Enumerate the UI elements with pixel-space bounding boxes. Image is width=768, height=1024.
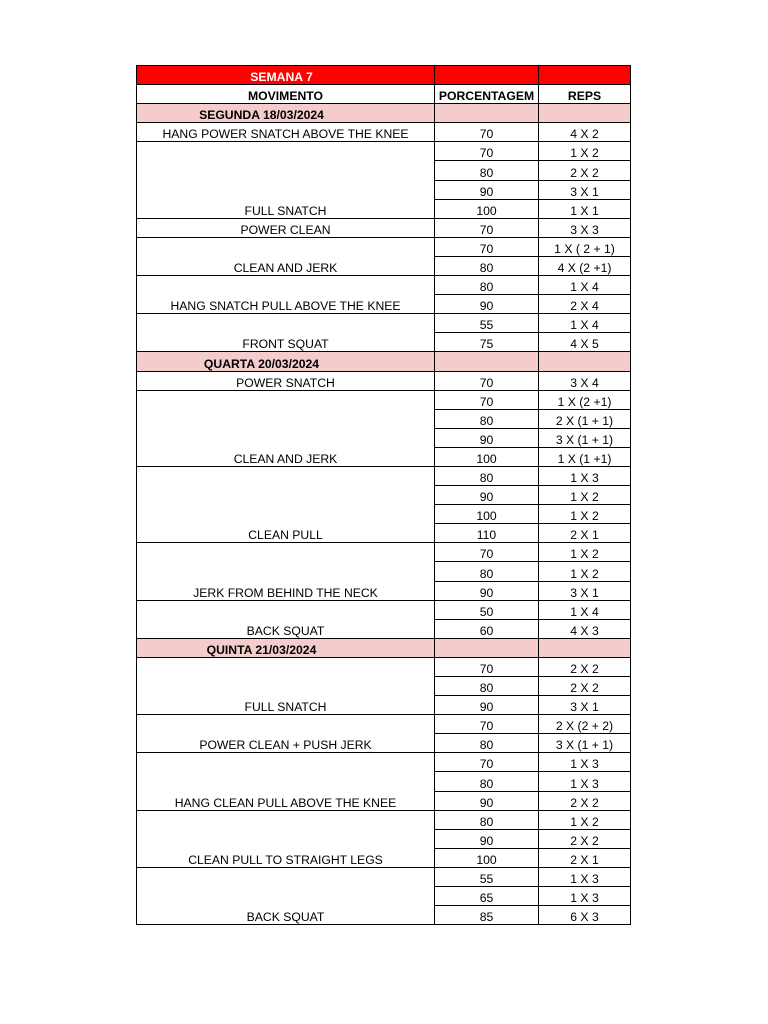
percentage-cell[interactable]: 90 — [435, 180, 539, 199]
reps-cell[interactable]: 2 X (2 + 2) — [539, 715, 631, 734]
reps-cell[interactable]: 1 X 3 — [539, 772, 631, 791]
reps-cell[interactable]: 1 X 3 — [539, 867, 631, 886]
reps-cell[interactable]: 2 X 2 — [539, 791, 631, 810]
reps-cell[interactable]: 2 X 2 — [539, 657, 631, 676]
set-row — [137, 276, 631, 295]
percentage-cell[interactable]: 100 — [435, 848, 539, 867]
percentage-cell[interactable]: 100 — [435, 199, 539, 218]
reps-cell[interactable]: 2 X 4 — [539, 295, 631, 314]
week-title[interactable]: SEMANA 7 — [137, 66, 435, 85]
percentage-cell[interactable]: 60 — [435, 619, 539, 638]
reps-cell[interactable]: 1 X 3 — [539, 466, 631, 485]
percentage-cell[interactable]: 100 — [435, 505, 539, 524]
day-blank-percentage[interactable] — [435, 638, 539, 657]
reps-cell[interactable]: 1 X 2 — [539, 562, 631, 581]
percentage-header[interactable]: PORCENTAGEM — [435, 85, 539, 104]
reps-cell[interactable]: 2 X 2 — [539, 161, 631, 180]
week-title-blank-reps[interactable] — [539, 66, 631, 85]
day-blank-reps[interactable] — [539, 104, 631, 123]
day-blank-reps[interactable] — [539, 638, 631, 657]
training-table-body — [137, 66, 631, 925]
exercise-name[interactable]: POWER SNATCH — [137, 371, 435, 390]
percentage-cell[interactable]: 70 — [435, 237, 539, 256]
day-row — [137, 638, 631, 657]
reps-cell[interactable]: 3 X 1 — [539, 180, 631, 199]
set-row — [137, 123, 631, 142]
set-row — [137, 237, 631, 256]
movement-header[interactable]: MOVIMENTO — [137, 85, 435, 104]
reps-cell[interactable]: 4 X 5 — [539, 333, 631, 352]
exercise-name[interactable]: POWER CLEAN — [137, 218, 435, 237]
set-row — [137, 810, 631, 829]
exercise-name[interactable]: BACK SQUAT — [137, 867, 435, 924]
reps-cell[interactable]: 4 X (2 +1) — [539, 256, 631, 275]
reps-header[interactable]: REPS — [539, 85, 631, 104]
reps-cell[interactable]: 1 X 1 — [539, 199, 631, 218]
reps-cell[interactable]: 3 X 4 — [539, 371, 631, 390]
percentage-cell[interactable]: 90 — [435, 581, 539, 600]
percentage-cell[interactable]: 90 — [435, 486, 539, 505]
set-row — [137, 218, 631, 237]
percentage-cell[interactable]: 70 — [435, 390, 539, 409]
exercise-name[interactable]: CLEAN PULL — [137, 466, 435, 542]
exercise-name[interactable]: POWER CLEAN + PUSH JERK — [137, 715, 435, 753]
reps-cell[interactable]: 4 X 2 — [539, 123, 631, 142]
day-blank-percentage[interactable] — [435, 352, 539, 371]
percentage-cell[interactable]: 70 — [435, 657, 539, 676]
percentage-cell[interactable]: 70 — [435, 715, 539, 734]
reps-cell[interactable]: 1 X 4 — [539, 314, 631, 333]
set-row — [137, 314, 631, 333]
exercise-name[interactable]: CLEAN PULL TO STRAIGHT LEGS — [137, 810, 435, 867]
reps-cell[interactable]: 2 X 1 — [539, 848, 631, 867]
percentage-cell[interactable]: 75 — [435, 333, 539, 352]
percentage-cell[interactable]: 70 — [435, 123, 539, 142]
percentage-cell[interactable]: 90 — [435, 696, 539, 715]
percentage-cell[interactable]: 100 — [435, 447, 539, 466]
reps-cell[interactable]: 1 X 2 — [539, 505, 631, 524]
day-label[interactable]: SEGUNDA 18/03/2024 — [137, 104, 435, 123]
day-label[interactable]: QUARTA 20/03/2024 — [137, 352, 435, 371]
percentage-cell[interactable]: 80 — [435, 466, 539, 485]
exercise-name[interactable]: CLEAN AND JERK — [137, 237, 435, 275]
percentage-cell[interactable]: 70 — [435, 142, 539, 161]
reps-cell[interactable]: 4 X 3 — [539, 619, 631, 638]
set-row — [137, 867, 631, 886]
percentage-cell[interactable]: 110 — [435, 524, 539, 543]
exercise-name[interactable]: FULL SNATCH — [137, 657, 435, 714]
percentage-cell[interactable]: 80 — [435, 772, 539, 791]
reps-cell[interactable]: 6 X 3 — [539, 906, 631, 925]
day-row — [137, 352, 631, 371]
set-row — [137, 142, 631, 161]
reps-cell[interactable]: 1 X 4 — [539, 276, 631, 295]
set-row — [137, 600, 631, 619]
percentage-cell[interactable]: 80 — [435, 734, 539, 753]
reps-cell[interactable]: 2 X 2 — [539, 829, 631, 848]
day-blank-percentage[interactable] — [435, 104, 539, 123]
reps-cell[interactable]: 1 X 4 — [539, 600, 631, 619]
set-row — [137, 657, 631, 676]
exercise-name[interactable]: FULL SNATCH — [137, 142, 435, 218]
percentage-cell[interactable]: 70 — [435, 371, 539, 390]
reps-cell[interactable]: 3 X 3 — [539, 218, 631, 237]
percentage-cell[interactable]: 80 — [435, 409, 539, 428]
percentage-cell[interactable]: 90 — [435, 295, 539, 314]
reps-cell[interactable]: 3 X 1 — [539, 581, 631, 600]
reps-cell[interactable]: 1 X (2 +1) — [539, 390, 631, 409]
column-header-row — [137, 85, 631, 104]
reps-cell[interactable]: 1 X 2 — [539, 543, 631, 562]
percentage-cell[interactable]: 80 — [435, 562, 539, 581]
training-table — [136, 65, 631, 925]
exercise-name[interactable]: JERK FROM BEHIND THE NECK — [137, 543, 435, 600]
percentage-cell[interactable]: 80 — [435, 161, 539, 180]
day-row — [137, 104, 631, 123]
reps-cell[interactable]: 3 X 1 — [539, 696, 631, 715]
exercise-name[interactable]: FRONT SQUAT — [137, 314, 435, 352]
exercise-name[interactable]: CLEAN AND JERK — [137, 390, 435, 466]
set-row — [137, 390, 631, 409]
reps-cell[interactable]: 2 X 2 — [539, 677, 631, 696]
reps-cell[interactable]: 1 X 2 — [539, 142, 631, 161]
exercise-name[interactable]: HANG SNATCH PULL ABOVE THE KNEE — [137, 276, 435, 314]
exercise-name[interactable]: HANG POWER SNATCH ABOVE THE KNEE — [137, 123, 435, 142]
reps-cell[interactable]: 1 X 3 — [539, 753, 631, 772]
percentage-cell[interactable]: 80 — [435, 677, 539, 696]
set-row — [137, 371, 631, 390]
set-row — [137, 753, 631, 772]
day-blank-reps[interactable] — [539, 352, 631, 371]
percentage-cell[interactable]: 50 — [435, 600, 539, 619]
week-row — [137, 66, 631, 85]
week-title-blank-percentage[interactable] — [435, 66, 539, 85]
reps-cell[interactable]: 2 X 1 — [539, 524, 631, 543]
reps-cell[interactable]: 1 X 2 — [539, 486, 631, 505]
percentage-cell[interactable]: 90 — [435, 829, 539, 848]
percentage-cell[interactable]: 80 — [435, 276, 539, 295]
percentage-cell[interactable]: 90 — [435, 428, 539, 447]
set-row — [137, 715, 631, 734]
percentage-cell[interactable]: 70 — [435, 218, 539, 237]
reps-cell[interactable]: 1 X 3 — [539, 887, 631, 906]
set-row — [137, 543, 631, 562]
exercise-name[interactable]: BACK SQUAT — [137, 600, 435, 638]
percentage-cell[interactable]: 55 — [435, 314, 539, 333]
reps-cell[interactable]: 3 X (1 + 1) — [539, 428, 631, 447]
reps-cell[interactable]: 2 X (1 + 1) — [539, 409, 631, 428]
percentage-cell[interactable]: 80 — [435, 810, 539, 829]
exercise-name[interactable]: HANG CLEAN PULL ABOVE THE KNEE — [137, 753, 435, 810]
percentage-cell[interactable]: 85 — [435, 906, 539, 925]
percentage-cell[interactable]: 55 — [435, 867, 539, 886]
reps-cell[interactable]: 1 X ( 2 + 1) — [539, 237, 631, 256]
reps-cell[interactable]: 1 X 2 — [539, 810, 631, 829]
set-row — [137, 466, 631, 485]
reps-cell[interactable]: 1 X (1 +1) — [539, 447, 631, 466]
percentage-cell[interactable]: 70 — [435, 753, 539, 772]
percentage-cell[interactable]: 80 — [435, 256, 539, 275]
day-label[interactable]: QUINTA 21/03/2024 — [137, 638, 435, 657]
percentage-cell[interactable]: 70 — [435, 543, 539, 562]
reps-cell[interactable]: 3 X (1 + 1) — [539, 734, 631, 753]
percentage-cell[interactable]: 65 — [435, 887, 539, 906]
percentage-cell[interactable]: 90 — [435, 791, 539, 810]
